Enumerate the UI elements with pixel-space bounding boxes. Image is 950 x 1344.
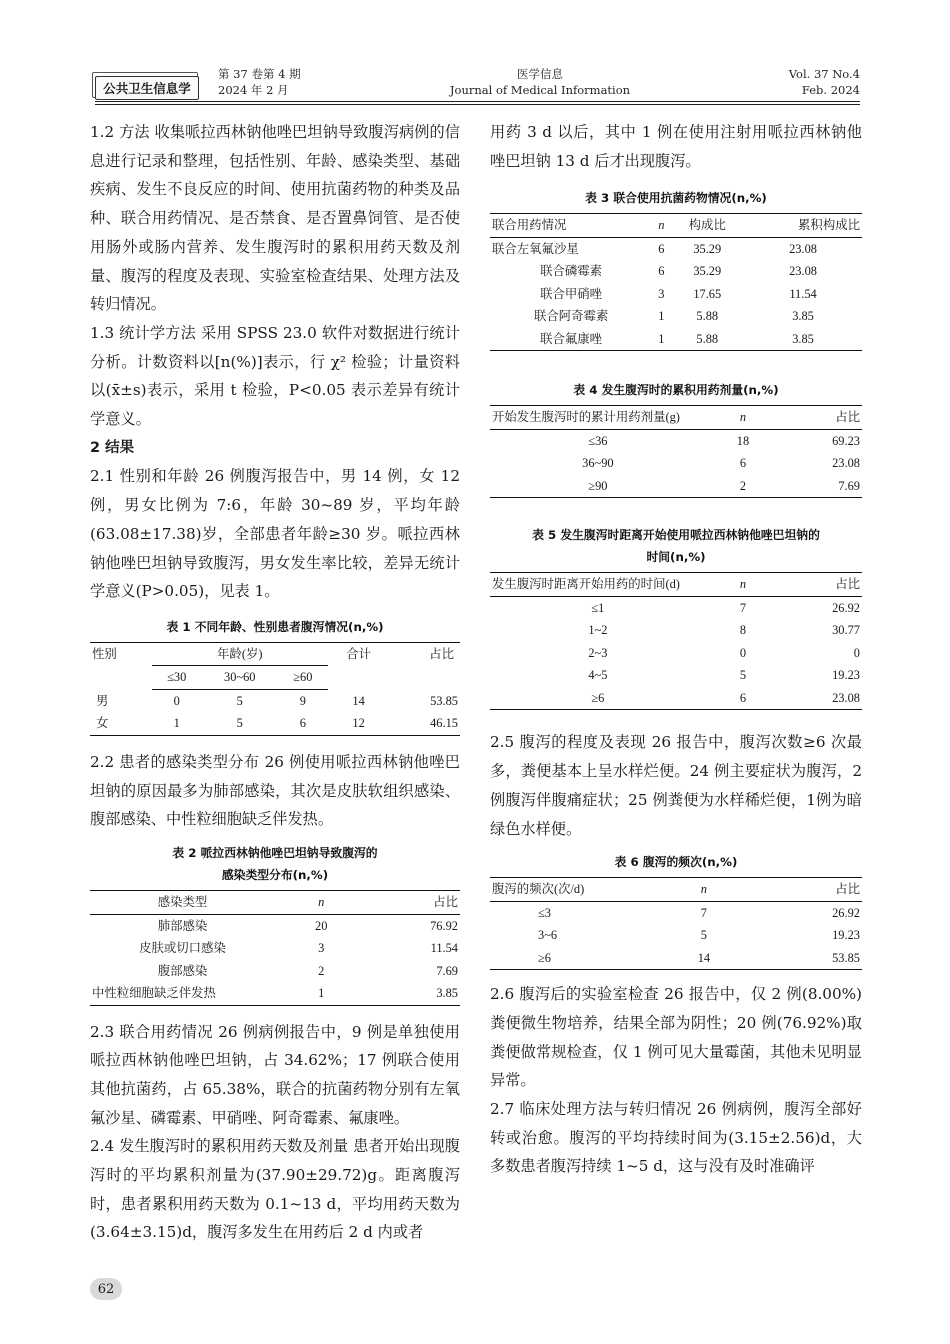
- table-cell: 53.85: [750, 947, 862, 970]
- table-row: [90, 914, 460, 937]
- table-cell: 76.92: [430, 918, 458, 933]
- table-row: [490, 283, 862, 306]
- table-cell: 23.08: [832, 456, 860, 471]
- table-cell: 5: [236, 693, 243, 708]
- journal-cn: 医学信息: [517, 67, 563, 81]
- table-row: [490, 664, 862, 687]
- table-cell: 19.23: [832, 928, 860, 943]
- table-cell: 7: [739, 600, 747, 615]
- table-cell: ≤36: [588, 433, 608, 448]
- table-cell: 26.92: [832, 905, 860, 920]
- table4: [490, 405, 862, 498]
- table-row: [490, 947, 862, 970]
- table-cell: 7.69: [780, 475, 862, 498]
- table-cell: 3.85: [792, 309, 814, 324]
- table1-header-sex: 性别: [90, 642, 152, 689]
- table2: [90, 890, 460, 1006]
- table-cell: 男: [96, 693, 109, 708]
- table-cell: 3~6: [538, 928, 558, 943]
- table-row: [490, 452, 862, 475]
- continuation-paragraph: 用药 3 d 以后，其中 1 例在使用注射用哌拉西林钠他唑巴坦钠 13 d 后才出现腹泻。: [490, 123, 862, 170]
- table-cell: 36~90: [582, 456, 614, 471]
- left-column: [90, 118, 460, 1247]
- table-cell: 11.54: [789, 286, 817, 301]
- table-cell: 2: [318, 963, 325, 978]
- table-cell: 17.65: [693, 286, 722, 301]
- table6: [490, 877, 862, 970]
- table-cell: 11.54: [430, 941, 458, 956]
- table1-sub-1: ≤30: [152, 666, 202, 690]
- table-cell: 8: [739, 623, 747, 638]
- table2-header: n: [275, 891, 368, 915]
- table3-caption: 表 3 联合使用抗菌药物情况(n,%): [585, 191, 767, 206]
- table6-header: n: [657, 878, 750, 902]
- table-cell: 53.85: [430, 693, 458, 708]
- table-cell: ≥6: [490, 687, 706, 710]
- table-cell: 69.23: [832, 433, 860, 448]
- table-cell: 3.85: [368, 982, 461, 1005]
- issue-info: [218, 66, 301, 98]
- table2-caption-line2: 感染类型分布(n,%): [221, 868, 329, 883]
- table6-header: 腹泻的频次(次/d): [490, 878, 657, 902]
- table-row: [90, 960, 460, 983]
- severity-paragraph: 2.5 腹泻的程度及表现 26 报告中，腹泻次数≥6 次最多，粪便基本上呈水样烂便。24 例主要症状为腹泻，2 例腹泻伴腹痛症状；25 例粪便为水样稀烂便，1例为暗绿色水样便。: [490, 733, 862, 838]
- table-cell: 5: [700, 928, 707, 943]
- table-cell: 35.29: [693, 264, 722, 279]
- table-cell: 30.77: [832, 623, 860, 638]
- table-row: [490, 901, 862, 924]
- volume-text: 第 37 卷第 4 期: [218, 67, 301, 81]
- table-cell: ≤3: [538, 905, 551, 920]
- table-cell: 26.92: [832, 600, 860, 615]
- results-heading: 2 结果: [90, 439, 135, 456]
- table-cell: 5.88: [670, 328, 744, 351]
- table-cell: 14: [352, 693, 365, 708]
- table-cell: 35.29: [693, 241, 722, 256]
- dose-paragraph: 2.4 发生腹泻时的累积用药天数及剂量 患者开始出现腹泻时的平均累积剂量为(37.90±29.72)g。距离腹泻时，患者累积用药天数为 0.1~13 d，平均用药天数为(3.64±3.15)d，腹泻多发生在用药后 2 d 内或者: [90, 1137, 460, 1242]
- table3-header: 构成比: [670, 214, 744, 238]
- table-row: [490, 924, 862, 947]
- header-rule-thin: [95, 104, 860, 105]
- table6-header: 占比: [750, 878, 862, 902]
- volume-en: Vol. 37 No.4: [788, 67, 860, 81]
- table-row: [490, 328, 862, 351]
- table5-header: n: [706, 573, 780, 597]
- table4-header: 开始发生腹泻时的累计用药剂量(g): [490, 406, 706, 430]
- table-cell: 联合阿奇霉素: [533, 309, 609, 324]
- table-cell: 1: [652, 328, 670, 351]
- statistics-paragraph: 1.3 统计学方法 采用 SPSS 23.0 软件对数据进行统计分析。计数资料以[n(%)]表示，行 χ² 检验；计量资料以(x̄±s)表示，采用 t 检验，P<0.05 表示差异有统计学意义。: [90, 323, 460, 429]
- table-cell: 6: [278, 712, 328, 735]
- table-cell: 2~3: [588, 645, 608, 660]
- table-cell: 联合甲硝唑: [540, 286, 603, 301]
- table-cell: 1: [275, 982, 368, 1005]
- header-rule: [95, 101, 860, 102]
- table-cell: 1~2: [588, 623, 608, 638]
- table-cell: 7.69: [436, 963, 458, 978]
- infection-paragraph: 2.2 患者的感染类型分布 26 例使用哌拉西林钠他唑巴坦钠的原因最多为肺部感染，其次是皮肤软组织感染、腹部感染、中性粒细胞缺乏伴发热。: [90, 752, 460, 829]
- table3-header: n: [652, 214, 670, 238]
- table-row: [90, 689, 460, 712]
- table5-caption-line1: 表 5 发生腹泻时距离开始使用哌拉西林钠他唑巴坦钠的: [532, 528, 820, 543]
- table-row: [490, 619, 862, 642]
- table-row: [490, 642, 862, 665]
- table-cell: 6: [658, 241, 665, 256]
- issue-info-en: [740, 66, 860, 98]
- table-cell: 0: [739, 645, 747, 660]
- journal-en: Journal of Medical Information: [449, 83, 631, 97]
- table-row: [90, 712, 460, 735]
- table1-header-total: 合计: [328, 642, 390, 689]
- table-cell: 9: [299, 693, 306, 708]
- table5-caption-line2: 时间(n,%): [646, 550, 706, 565]
- table-cell: 中性粒细胞缺乏伴发热: [90, 982, 275, 1005]
- table-row: [490, 475, 862, 498]
- table4-caption: 表 4 发生腹泻时的累积用药剂量(n,%): [573, 383, 779, 398]
- table-row: [490, 237, 862, 260]
- table-cell: 女: [90, 712, 152, 735]
- table-cell: 皮肤或切口感染: [139, 941, 226, 956]
- table1-header-age: 年龄(岁): [152, 642, 328, 666]
- table-cell: 6: [739, 456, 747, 471]
- table5-header: 占比: [780, 573, 862, 597]
- table-row: [90, 937, 460, 960]
- table1-sub-2: 30~60: [202, 666, 278, 690]
- table-cell: 23.08: [789, 264, 817, 279]
- table-cell: 3.85: [744, 328, 862, 351]
- table3-header: 联合用药情况: [490, 214, 652, 238]
- table2-header: 占比: [368, 891, 461, 915]
- table-cell: 0: [853, 645, 860, 660]
- table-cell: 3: [658, 286, 665, 301]
- journal-title: [440, 66, 640, 98]
- table1: [90, 642, 460, 736]
- table-cell: 7: [700, 905, 707, 920]
- table-row: [490, 596, 862, 619]
- table1-header-pct: 占比: [390, 642, 460, 689]
- table1-sub-3: ≥60: [278, 666, 328, 690]
- table5: [490, 572, 862, 710]
- table-row: [90, 982, 460, 1005]
- table-cell: 4~5: [588, 668, 608, 683]
- table2-header: 感染类型: [90, 891, 275, 915]
- table4-header: n: [706, 406, 780, 430]
- sex-age-paragraph: 2.1 性别和年龄 26 例腹泻报告中，男 14 例，女 12 例，男女比例为 7:6，年龄 30~89 岁，平均年龄(63.08±17.38)岁，全部患者年龄≥30 岁。哌拉西林钠他唑巴坦钠导致腹泻，男女发生率比较，差异无统计学意义(P>0.05)，见表 1。: [90, 467, 460, 601]
- table-cell: 联合左氧氟沙星: [492, 241, 579, 256]
- table-cell: ≤1: [591, 600, 605, 615]
- table-row: [490, 305, 862, 328]
- table-row: [490, 687, 862, 710]
- treatment-paragraph: 2.7 临床处理方法与转归情况 26 例病例，腹泻全部好转或治愈。腹泻的平均持续时间为(3.15±2.56)d，大多数患者腹泻持续 1~5 d，这与没有及时准确评: [490, 1100, 862, 1176]
- table-cell: 2: [706, 475, 780, 498]
- page-number: 62: [90, 1278, 122, 1300]
- table-cell: 6: [658, 264, 665, 279]
- table-cell: 腹部感染: [157, 963, 208, 978]
- table3: [490, 213, 862, 351]
- table-cell: 1: [658, 309, 665, 324]
- lab-paragraph: 2.6 腹泻后的实验室检查 26 报告中，仅 2 例(8.00%)粪便微生物培养，结果全部为阴性；20 例(76.92%)取粪便做常规检查，仅 1 例可见大量霉菌，其他未见明显异常。: [490, 985, 862, 1090]
- table-cell: 23.08: [789, 241, 817, 256]
- table-cell: 20: [315, 918, 328, 933]
- table4-header: 占比: [780, 406, 862, 430]
- section-badge: 公共卫生信息学: [95, 76, 199, 100]
- table1-caption: 表 1 不同年龄、性别患者腹泻情况(n,%): [166, 619, 384, 634]
- table-cell: 23.08: [780, 687, 862, 710]
- table2-caption-line1: 表 2 哌拉西林钠他唑巴坦钠导致腹泻的: [172, 846, 378, 861]
- table-cell: 5: [739, 668, 747, 683]
- table-cell: 5: [202, 712, 278, 735]
- table-cell: 5.88: [696, 309, 719, 324]
- methods-paragraph: 1.2 方法 收集哌拉西林钠他唑巴坦钠导致腹泻病例的信息进行记录和整理，包括性别、年龄、感染类型、基础疾病、发生不良反应的时间、使用抗菌药物的种类及品种、联合用药情况、是否禁食、是否置鼻饲管、是否使用肠外或肠内营养、发生腹泻时的累积用药天数及剂量、腹泻的程度及表现、实验室检查结果、处理方法及转归情况。: [90, 123, 460, 314]
- table-cell: 19.23: [832, 668, 860, 683]
- date-text: 2024 年 2 月: [218, 83, 289, 97]
- table6-caption: 表 6 腹泻的频次(n,%): [614, 855, 738, 870]
- table3-header: 累积构成比: [744, 214, 862, 238]
- table5-header: 发生腹泻时距离开始用药的时间(d): [490, 573, 706, 597]
- table-cell: 1: [152, 712, 202, 735]
- table-cell: 联合磷霉素: [540, 264, 603, 279]
- table-cell: 46.15: [390, 712, 460, 735]
- date-en: Feb. 2024: [801, 83, 860, 97]
- table-cell: 肺部感染: [157, 918, 208, 933]
- table-cell: ≥90: [490, 475, 706, 498]
- table-row: [490, 260, 862, 283]
- table-row: [490, 429, 862, 452]
- combination-paragraph: 2.3 联合用药情况 26 例病例报告中，9 例是单独使用哌拉西林钠他唑巴坦钠，占 34.62%；17 例联合使用其他抗菌药，占 65.38%，联合的抗菌药物分别有左氧氟沙星、磷霉素、甲硝唑、阿奇霉素、氟康唑。: [90, 1022, 460, 1127]
- table-cell: ≥6: [490, 947, 657, 970]
- table-cell: 12: [328, 712, 390, 735]
- table-cell: 联合氟康唑: [490, 328, 652, 351]
- right-column: [490, 118, 862, 1181]
- table-cell: 6: [706, 687, 780, 710]
- table-cell: 14: [657, 947, 750, 970]
- table-cell: 0: [173, 693, 180, 708]
- table-cell: 3: [318, 941, 325, 956]
- table-cell: 18: [736, 433, 750, 448]
